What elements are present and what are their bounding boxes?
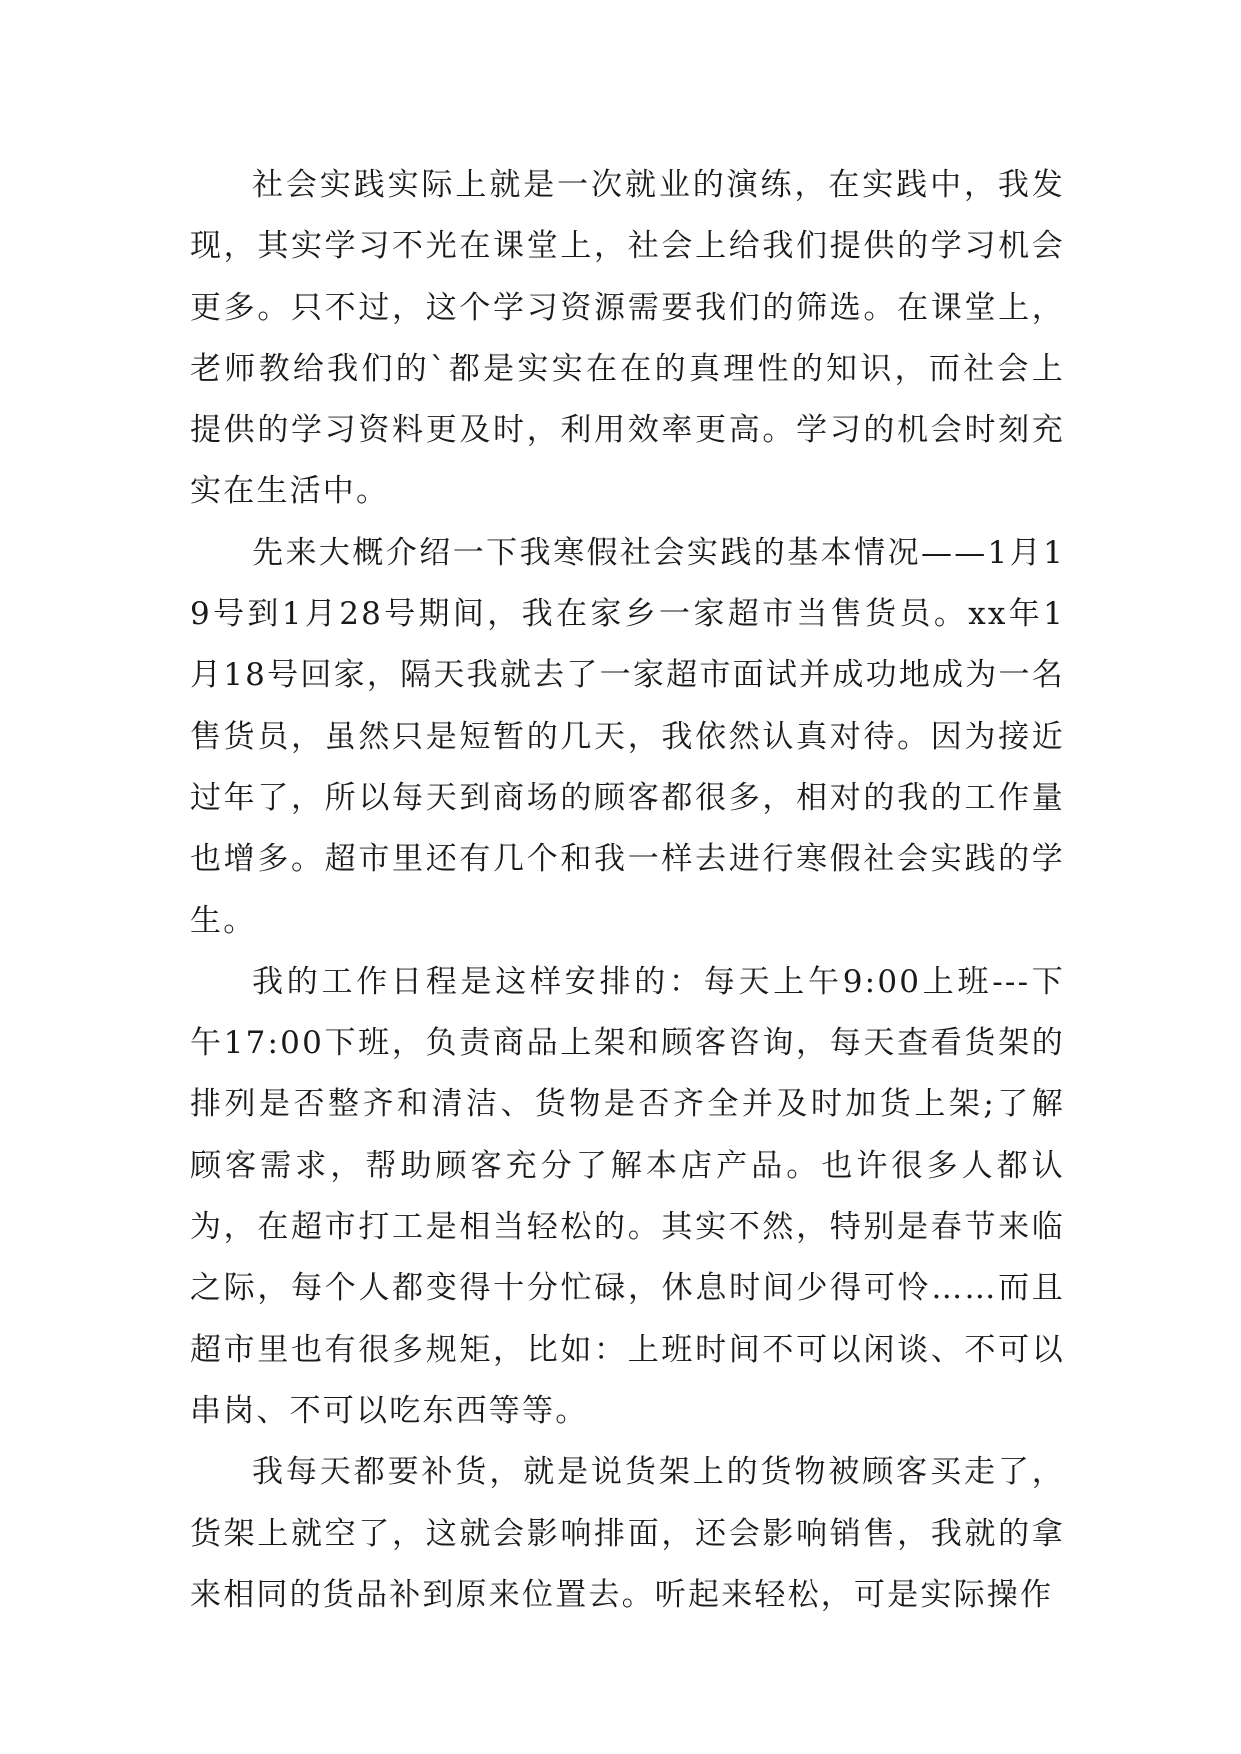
- paragraph-4: 我每天都要补货，就是说货架上的货物被顾客买走了，货架上就空了，这就会影响排面，还会影响销售，我就的拿来相同的货品补到原来位置去。听起来轻松，可是实际操作: [190, 1454, 1065, 1613]
- paragraph-1: 社会实践实际上就是一次就业的演练，在实践中，我发现，其实学习不光在课堂上，社会上给我们提供的学习机会更多。只不过，这个学习资源需要我们的筛选。在课堂上，老师教给我们的`都是实实在在的真理性的知识，而社会上提供的学习资料更及时，利用效率更高。学习的机会时刻充实在生活中。: [190, 167, 1065, 510]
- document-body: [190, 155, 1065, 1626]
- paragraph-3: 我的工作日程是这样安排的：每天上午9:00上班---下午17:00下班，负责商品上架和顾客咨询，每天查看货架的排列是否整齐和清洁、货物是否齐全并及时加货上架;了解顾客需求，帮助顾客充分了解本店产品。也许很多人都认为，在超市打工是相当轻松的。其实不然，特别是春节来临之际，每个人都变得十分忙碌，休息时间少得可怜……而且超市里也有很多规矩，比如：上班时间不可以闲谈、不可以串岗、不可以吃东西等等。: [190, 963, 1065, 1429]
- paragraph-2: 先来大概介绍一下我寒假社会实践的基本情况——1月19号到1月28号期间，我在家乡一家超市当售货员。xx年1月18号回家，隔天我就去了一家超市面试并成功地成为一名售货员，虽然只是短暂的几天，我依然认真对待。因为接近过年了，所以每天到商场的顾客都很多，相对的我的工作量也增多。超市里还有几个和我一样去进行寒假社会实践的学生。: [190, 534, 1065, 939]
